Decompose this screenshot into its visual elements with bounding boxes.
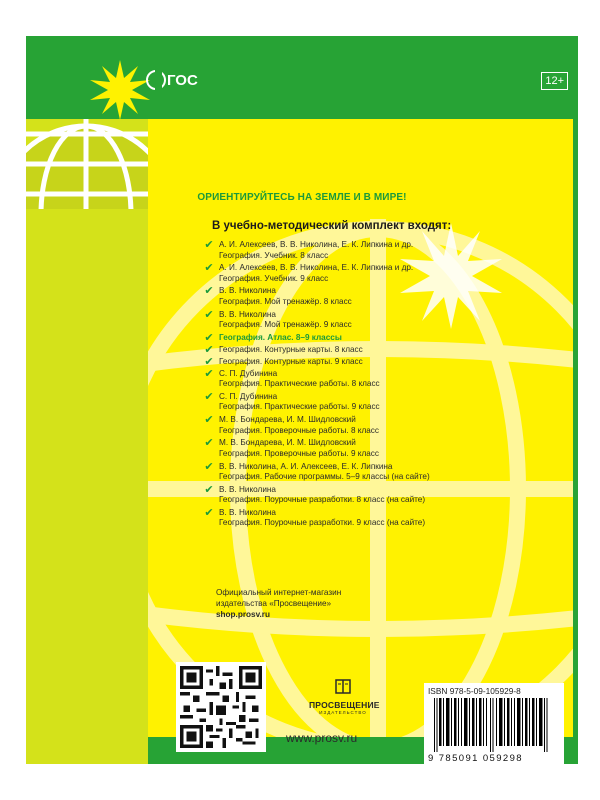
kit-item-line1: С. П. Дубинина: [219, 391, 278, 401]
book-emblem-icon: [334, 679, 352, 695]
kit-item: [202, 310, 532, 333]
isbn-prefix: ISBN: [428, 686, 448, 696]
qr-code-icon[interactable]: [176, 662, 266, 752]
kit-item-line2: География. Рабочие программы. 5–9 классы (на сайте): [219, 472, 430, 481]
kit-item: [202, 392, 532, 415]
kit-item-line2: География. Проверочные работы. 9 класс: [219, 448, 379, 458]
isbn-label: [428, 686, 560, 696]
shop-url-link[interactable]: shop.prosv.ru: [216, 610, 270, 619]
barcode-box: [424, 683, 564, 764]
checkmark-icon: ✔: [204, 483, 214, 496]
kit-item-line1: В. В. Николина: [219, 286, 276, 296]
checkmark-icon: ✔: [204, 437, 214, 450]
kit-title: В учебно-методический комплект входят:: [212, 220, 452, 232]
slogan-heading: ОРИЕНТИРУЙТЕСЬ НА ЗЕМЛЕ И В МИРЕ!: [197, 192, 407, 203]
kit-item: [202, 508, 532, 531]
publisher-site-link[interactable]: www.prosv.ru: [286, 731, 358, 745]
kit-item-line1: М. В. Бондарева, И. М. Шидловский: [219, 438, 356, 448]
book-back-cover: [26, 36, 578, 764]
kit-item-line1: В. В. Николина: [219, 484, 276, 494]
publisher-name: ПРОСВЕЩЕНИЕ: [309, 700, 380, 710]
kit-item-line2: География. Проверочные работы. 8 класс: [219, 425, 379, 435]
fgos-logo-text: ГОС: [167, 71, 198, 89]
kit-list: [202, 240, 532, 531]
checkmark-icon: ✔: [204, 343, 214, 356]
kit-item: [202, 369, 532, 392]
publisher-logo: [309, 679, 380, 715]
kit-item-line1: В. В. Николина: [219, 309, 276, 319]
fgos-ring-icon: [146, 70, 166, 90]
kit-item: [202, 415, 532, 438]
publisher-subtitle: ИЗДАТЕЛЬСТВО: [319, 710, 367, 715]
kit-item-line1: А. И. Алексеев, В. В. Николина, Е. К. Липкина и др.: [219, 263, 414, 273]
shop-line1: Официальный интернет-магазин: [216, 588, 342, 597]
checkmark-icon: ✔: [204, 355, 214, 368]
checkmark-icon: ✔: [204, 460, 214, 473]
kit-item-line1: С. П. Дубинина: [219, 368, 278, 378]
kit-item: [202, 357, 532, 369]
checkmark-icon: ✔: [204, 506, 214, 519]
kit-item-line2: География. Практические работы. 8 класс: [219, 379, 380, 389]
kit-item: [202, 263, 532, 286]
kit-item: [202, 240, 532, 263]
kit-item-line2: География. Мой тренажёр. 9 класс: [219, 320, 352, 330]
checkmark-icon: ✔: [204, 367, 214, 380]
shop-info: [216, 587, 341, 620]
star-logo-icon: [88, 58, 152, 122]
fgos-logo: [146, 70, 198, 90]
kit-item-line1: В. В. Николина: [219, 507, 276, 517]
kit-item-highlighted: [202, 333, 532, 345]
checkmark-icon: ✔: [204, 308, 214, 321]
kit-item-line2: География. Практические работы. 9 класс: [219, 402, 380, 412]
kit-item-line2: География. Поурочные разработки. 8 класс (на сайте): [219, 495, 426, 505]
kit-item-line1: В. В. Николина, А. И. Алексеев, Е. К. Липкина: [219, 461, 393, 471]
kit-item: [202, 345, 532, 357]
checkmark-icon: ✔: [204, 262, 214, 275]
age-rating-badge: 12+: [541, 72, 568, 90]
kit-item: [202, 438, 532, 461]
kit-item-line1: География. Атлас. 8–9 классы: [219, 332, 342, 342]
kit-item-line2: География. Учебник. 9 класс: [219, 273, 329, 283]
kit-item-line1: География. Контурные карты. 9 класс: [219, 356, 363, 366]
kit-item-line2: География. Поурочные разработки. 9 класс (на сайте): [219, 518, 426, 528]
barcode-icon: [428, 698, 556, 752]
kit-item: [202, 286, 532, 309]
kit-item-line1: А. И. Алексеев, В. В. Николина, Е. К. Липкина и др.: [219, 240, 414, 249]
shop-line2: издательства «Просвещение»: [216, 599, 332, 608]
checkmark-icon: ✔: [204, 390, 214, 403]
kit-item-line1: М. В. Бондарева, И. М. Шидловский: [219, 415, 356, 425]
kit-item-line2: География. Учебник. 8 класс: [219, 250, 329, 260]
checkmark-icon: ✔: [204, 285, 214, 298]
checkmark-icon: ✔: [204, 331, 214, 344]
checkmark-icon: ✔: [204, 414, 214, 427]
kit-item: [202, 462, 532, 485]
kit-item-line2: География. Мой тренажёр. 8 класс: [219, 296, 352, 306]
isbn-value: 978-5-09-105929-8: [449, 686, 521, 696]
barcode-digits: 9 785091 059298: [428, 753, 523, 764]
checkmark-icon: ✔: [204, 239, 214, 251]
left-lime-strip: [26, 119, 148, 764]
kit-item-line1: География. Контурные карты. 8 класс: [219, 344, 363, 354]
kit-item: [202, 485, 532, 508]
